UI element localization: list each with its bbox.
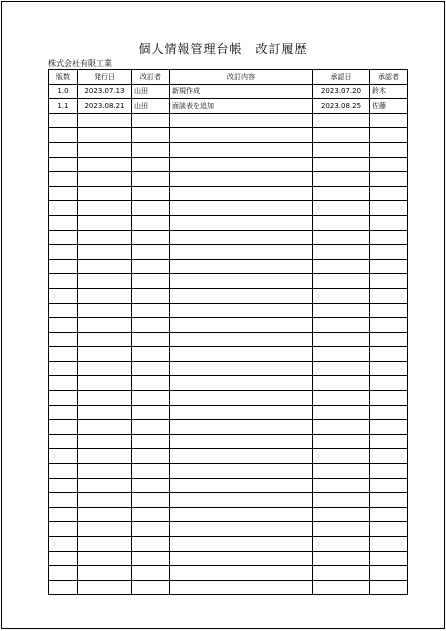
- revision-history-table: [48, 69, 408, 595]
- cell-reviser: [132, 434, 170, 449]
- cell-approver: [370, 376, 408, 391]
- table-row: [49, 493, 408, 508]
- cell-approval-date: [313, 551, 370, 566]
- cell-version: [49, 274, 78, 289]
- cell-issue-date: [78, 376, 132, 391]
- cell-approver: [370, 537, 408, 552]
- cell-revision-details: [170, 259, 313, 274]
- cell-approval-date: [313, 201, 370, 216]
- cell-version: [49, 245, 78, 260]
- cell-reviser: [132, 391, 170, 406]
- cell-reviser: [132, 537, 170, 552]
- cell-version: [49, 449, 78, 464]
- cell-issue-date: [78, 332, 132, 347]
- cell-approval-date: [313, 113, 370, 128]
- cell-revision-details: [170, 128, 313, 143]
- cell-revision-details: [170, 303, 313, 318]
- cell-approver: [370, 259, 408, 274]
- cell-approver: [370, 507, 408, 522]
- header-approver: 承認者: [370, 70, 408, 85]
- cell-reviser: [132, 478, 170, 493]
- cell-version: [49, 128, 78, 143]
- cell-version: [49, 318, 78, 333]
- cell-revision-details: [170, 376, 313, 391]
- cell-issue-date: [78, 493, 132, 508]
- cell-issue-date: [78, 551, 132, 566]
- cell-version: [49, 478, 78, 493]
- cell-reviser: [132, 566, 170, 581]
- table-header-row: [49, 70, 408, 85]
- table-row: [49, 332, 408, 347]
- cell-approval-date: [313, 405, 370, 420]
- cell-reviser: [132, 376, 170, 391]
- cell-issue-date: [78, 449, 132, 464]
- cell-reviser: [132, 464, 170, 479]
- cell-version: [49, 347, 78, 362]
- cell-revision-details: [170, 507, 313, 522]
- table-row: [49, 464, 408, 479]
- cell-approval-date: [313, 318, 370, 333]
- cell-version: [49, 230, 78, 245]
- cell-revision-details: [170, 493, 313, 508]
- table-row: [49, 99, 408, 114]
- cell-reviser: [132, 318, 170, 333]
- cell-approver: [370, 566, 408, 581]
- cell-revision-details: [170, 215, 313, 230]
- cell-approver: [370, 493, 408, 508]
- table-row: [49, 288, 408, 303]
- cell-issue-date: 2023.08.21: [78, 99, 132, 114]
- table-row: [49, 172, 408, 187]
- cell-revision-details: [170, 332, 313, 347]
- cell-revision-details: [170, 318, 313, 333]
- cell-revision-details: [170, 405, 313, 420]
- cell-approval-date: [313, 128, 370, 143]
- table-row: [49, 303, 408, 318]
- cell-approver: [370, 157, 408, 172]
- cell-approval-date: 2023.08.25: [313, 99, 370, 114]
- cell-approval-date: [313, 361, 370, 376]
- cell-approval-date: 2023.07.20: [313, 84, 370, 99]
- cell-version: [49, 551, 78, 566]
- cell-issue-date: [78, 580, 132, 595]
- table-row: [49, 522, 408, 537]
- cell-approval-date: [313, 142, 370, 157]
- cell-approver: [370, 361, 408, 376]
- cell-reviser: 山田: [132, 99, 170, 114]
- cell-version: [49, 157, 78, 172]
- cell-approver: [370, 142, 408, 157]
- cell-approver: [370, 172, 408, 187]
- cell-approval-date: [313, 566, 370, 581]
- cell-approval-date: [313, 522, 370, 537]
- table-row: [49, 449, 408, 464]
- cell-approval-date: [313, 332, 370, 347]
- cell-version: [49, 537, 78, 552]
- cell-issue-date: [78, 113, 132, 128]
- cell-reviser: [132, 449, 170, 464]
- cell-revision-details: [170, 478, 313, 493]
- cell-approver: [370, 522, 408, 537]
- cell-issue-date: [78, 507, 132, 522]
- cell-approver: [370, 186, 408, 201]
- cell-revision-details: [170, 434, 313, 449]
- cell-issue-date: [78, 537, 132, 552]
- cell-issue-date: [78, 274, 132, 289]
- cell-reviser: [132, 274, 170, 289]
- cell-reviser: [132, 113, 170, 128]
- header-issue-date: 発行日: [78, 70, 132, 85]
- table-row: [49, 507, 408, 522]
- cell-version: [49, 376, 78, 391]
- cell-approval-date: [313, 493, 370, 508]
- cell-version: [49, 361, 78, 376]
- cell-approval-date: [313, 303, 370, 318]
- cell-version: [49, 464, 78, 479]
- cell-approver: [370, 551, 408, 566]
- cell-reviser: [132, 215, 170, 230]
- cell-approval-date: [313, 157, 370, 172]
- cell-version: [49, 201, 78, 216]
- cell-approval-date: [313, 537, 370, 552]
- cell-approver: [370, 405, 408, 420]
- cell-approver: [370, 318, 408, 333]
- cell-reviser: [132, 245, 170, 260]
- cell-approval-date: [313, 464, 370, 479]
- cell-issue-date: [78, 186, 132, 201]
- cell-issue-date: [78, 230, 132, 245]
- cell-approver: [370, 420, 408, 435]
- cell-reviser: [132, 361, 170, 376]
- table-row: [49, 128, 408, 143]
- cell-version: [49, 434, 78, 449]
- cell-reviser: [132, 347, 170, 362]
- cell-revision-details: [170, 580, 313, 595]
- cell-approver: [370, 303, 408, 318]
- cell-approver: [370, 347, 408, 362]
- table-row: [49, 113, 408, 128]
- cell-issue-date: [78, 215, 132, 230]
- cell-version: [49, 522, 78, 537]
- cell-revision-details: [170, 186, 313, 201]
- cell-version: [49, 172, 78, 187]
- cell-version: [49, 566, 78, 581]
- cell-version: [49, 288, 78, 303]
- cell-approval-date: [313, 434, 370, 449]
- cell-approval-date: [313, 391, 370, 406]
- cell-reviser: [132, 157, 170, 172]
- cell-version: [49, 113, 78, 128]
- cell-version: [49, 493, 78, 508]
- header-approval-date: 承認日: [313, 70, 370, 85]
- cell-approval-date: [313, 230, 370, 245]
- cell-version: [49, 391, 78, 406]
- table-row: [49, 391, 408, 406]
- table-row: [49, 551, 408, 566]
- table-row: [49, 142, 408, 157]
- table-row: [49, 420, 408, 435]
- cell-approver: [370, 113, 408, 128]
- cell-revision-details: [170, 113, 313, 128]
- table-row: [49, 245, 408, 260]
- cell-revision-details: [170, 449, 313, 464]
- cell-version: [49, 507, 78, 522]
- cell-approval-date: [313, 478, 370, 493]
- cell-approver: [370, 580, 408, 595]
- cell-issue-date: [78, 157, 132, 172]
- cell-approval-date: [313, 172, 370, 187]
- table-row: [49, 376, 408, 391]
- table-row: [49, 274, 408, 289]
- cell-revision-details: [170, 420, 313, 435]
- cell-approver: [370, 245, 408, 260]
- cell-version: [49, 186, 78, 201]
- cell-reviser: [132, 201, 170, 216]
- cell-approver: [370, 230, 408, 245]
- cell-revision-details: [170, 566, 313, 581]
- cell-version: [49, 405, 78, 420]
- cell-issue-date: [78, 245, 132, 260]
- cell-reviser: [132, 405, 170, 420]
- cell-approver: [370, 215, 408, 230]
- header-revision-details: 改訂内容: [170, 70, 313, 85]
- cell-issue-date: [78, 464, 132, 479]
- cell-approval-date: [313, 274, 370, 289]
- cell-reviser: [132, 551, 170, 566]
- cell-revision-details: [170, 522, 313, 537]
- cell-reviser: [132, 522, 170, 537]
- cell-version: [49, 580, 78, 595]
- cell-revision-details: [170, 361, 313, 376]
- cell-approval-date: [313, 288, 370, 303]
- cell-version: [49, 259, 78, 274]
- cell-issue-date: 2023.07.13: [78, 84, 132, 99]
- cell-approval-date: [313, 259, 370, 274]
- cell-issue-date: [78, 172, 132, 187]
- document-page: [1, 1, 445, 629]
- cell-revision-details: [170, 347, 313, 362]
- cell-version: [49, 303, 78, 318]
- cell-reviser: [132, 332, 170, 347]
- cell-revision-details: [170, 230, 313, 245]
- cell-approver: 鈴木: [370, 84, 408, 99]
- cell-approver: [370, 332, 408, 347]
- cell-reviser: [132, 128, 170, 143]
- cell-revision-details: [170, 142, 313, 157]
- cell-approval-date: [313, 420, 370, 435]
- cell-reviser: [132, 142, 170, 157]
- cell-approver: [370, 434, 408, 449]
- cell-issue-date: [78, 434, 132, 449]
- header-reviser: 改訂者: [132, 70, 170, 85]
- cell-revision-details: [170, 274, 313, 289]
- cell-issue-date: [78, 142, 132, 157]
- cell-reviser: [132, 580, 170, 595]
- document-title: 個人情報管理台帳 改訂履歴: [138, 42, 308, 56]
- cell-approver: [370, 391, 408, 406]
- cell-issue-date: [78, 303, 132, 318]
- table-row: [49, 84, 408, 99]
- cell-issue-date: [78, 405, 132, 420]
- cell-issue-date: [78, 361, 132, 376]
- cell-version: [49, 332, 78, 347]
- table-row: [49, 537, 408, 552]
- cell-reviser: 山田: [132, 84, 170, 99]
- cell-reviser: [132, 259, 170, 274]
- cell-approval-date: [313, 215, 370, 230]
- cell-issue-date: [78, 201, 132, 216]
- cell-issue-date: [78, 259, 132, 274]
- cell-approval-date: [313, 376, 370, 391]
- cell-version: [49, 420, 78, 435]
- cell-issue-date: [78, 288, 132, 303]
- cell-reviser: [132, 288, 170, 303]
- header-version: 版数: [49, 70, 78, 85]
- cell-issue-date: [78, 522, 132, 537]
- table-row: [49, 201, 408, 216]
- cell-approval-date: [313, 507, 370, 522]
- cell-approver: [370, 478, 408, 493]
- cell-issue-date: [78, 478, 132, 493]
- cell-reviser: [132, 186, 170, 201]
- cell-issue-date: [78, 391, 132, 406]
- cell-reviser: [132, 303, 170, 318]
- cell-revision-details: [170, 201, 313, 216]
- cell-reviser: [132, 230, 170, 245]
- cell-approver: [370, 449, 408, 464]
- cell-version: 1.0: [49, 84, 78, 99]
- cell-revision-details: [170, 537, 313, 552]
- cell-revision-details: 面談表を追加: [170, 99, 313, 114]
- cell-approver: [370, 288, 408, 303]
- cell-version: [49, 142, 78, 157]
- cell-issue-date: [78, 128, 132, 143]
- table-row: [49, 361, 408, 376]
- cell-issue-date: [78, 420, 132, 435]
- company-name: 株式会社有限工業: [48, 59, 112, 68]
- table-row: [49, 259, 408, 274]
- table-row: [49, 318, 408, 333]
- table-row: [49, 580, 408, 595]
- cell-approval-date: [313, 245, 370, 260]
- cell-approval-date: [313, 580, 370, 595]
- cell-revision-details: [170, 157, 313, 172]
- table-row: [49, 478, 408, 493]
- cell-issue-date: [78, 566, 132, 581]
- cell-version: [49, 215, 78, 230]
- table-row: [49, 405, 408, 420]
- cell-revision-details: 新規作成: [170, 84, 313, 99]
- cell-approval-date: [313, 186, 370, 201]
- cell-approver: [370, 274, 408, 289]
- cell-revision-details: [170, 172, 313, 187]
- table-row: [49, 157, 408, 172]
- table-row: [49, 434, 408, 449]
- cell-approval-date: [313, 347, 370, 362]
- table-row: [49, 186, 408, 201]
- table-row: [49, 230, 408, 245]
- cell-approval-date: [313, 449, 370, 464]
- cell-revision-details: [170, 245, 313, 260]
- cell-issue-date: [78, 318, 132, 333]
- table-row: [49, 215, 408, 230]
- table-row: [49, 347, 408, 362]
- cell-version: 1.1: [49, 99, 78, 114]
- cell-reviser: [132, 507, 170, 522]
- table-body: [49, 84, 408, 595]
- table-row: [49, 566, 408, 581]
- cell-reviser: [132, 420, 170, 435]
- cell-reviser: [132, 493, 170, 508]
- cell-issue-date: [78, 347, 132, 362]
- cell-approver: 佐藤: [370, 99, 408, 114]
- cell-revision-details: [170, 551, 313, 566]
- cell-approver: [370, 128, 408, 143]
- cell-reviser: [132, 172, 170, 187]
- cell-revision-details: [170, 288, 313, 303]
- cell-approver: [370, 201, 408, 216]
- cell-approver: [370, 464, 408, 479]
- cell-revision-details: [170, 391, 313, 406]
- cell-revision-details: [170, 464, 313, 479]
